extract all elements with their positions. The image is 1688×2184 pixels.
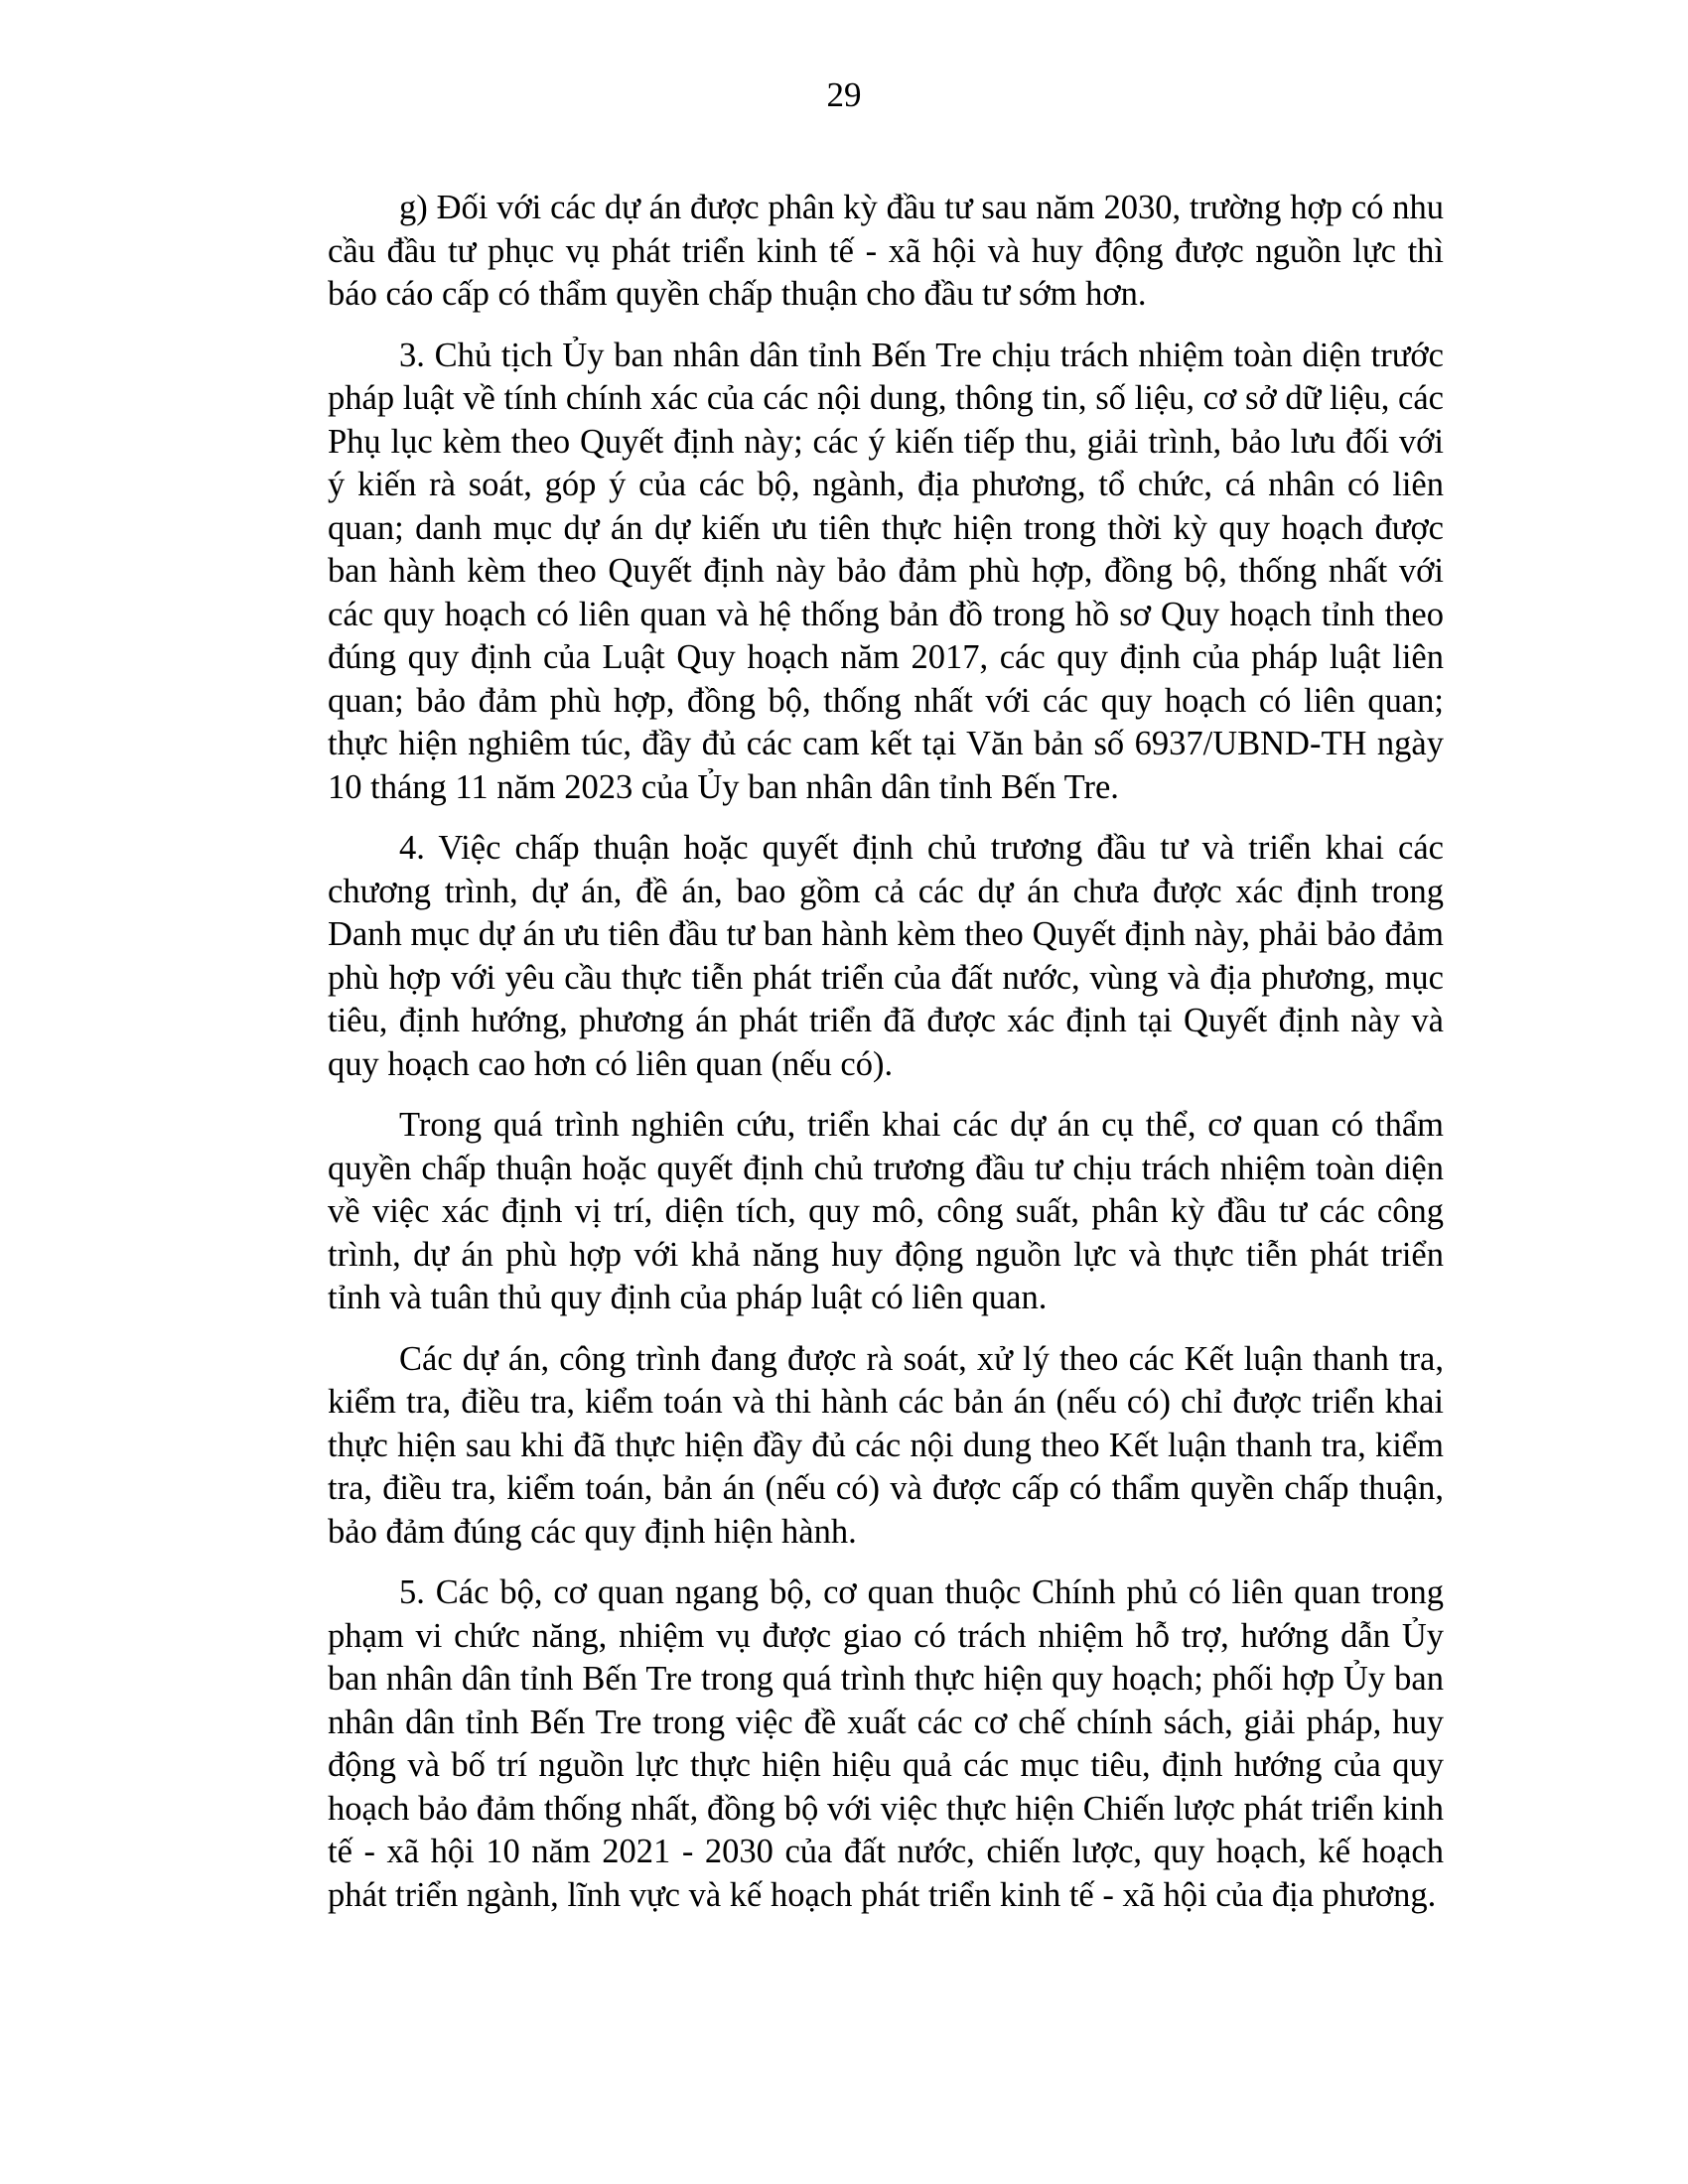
paragraph-project-research: Trong quá trình nghiên cứu, triển khai các dự án cụ thể, cơ quan có thẩm quyền chấp thuận hoặc quyết định chủ trương đầu tư chịu trách nhiệm toàn diện về việc xác định vị trí, diện tích, quy mô, công suất, phân kỳ đầu tư các công trình, dự án phù hợp với khả năng huy động nguồn lực và thực tiễn phát triển tỉnh và tuân thủ quy định của pháp luật có liên quan. <box>328 1106 1444 1316</box>
page-number: 29 <box>826 75 862 114</box>
paragraph-inspection-conclusions: Các dự án, công trình đang được rà soát, xử lý theo các Kết luận thanh tra, kiểm tra, điều tra, kiểm toán và thi hành các bản án (nếu có) chỉ được triển khai thực hiện sau khi đã thực hiện đầy đủ các nội dung theo Kết luận thanh tra, kiểm tra, điều tra, kiểm toán, bản án (nếu có) và được cấp có thẩm quyền chấp thuận, bảo đảm đúng các quy định hiện hành. <box>328 1339 1444 1551</box>
document-body <box>328 187 1444 1935</box>
paragraph-3-chairman-responsibility: 3. Chủ tịch Ủy ban nhân dân tỉnh Bến Tre chịu trách nhiệm toàn diện trước pháp luật về tính chính xác của các nội dung, thông tin, số liệu, cơ sở dữ liệu, các Phụ lục kèm theo Quyết định này; các ý kiến tiếp thu, giải trình, bảo lưu đối với ý kiến rà soát, góp ý của các bộ, ngành, địa phương, tổ chức, cá nhân có liên quan; danh mục dự án dự kiến ưu tiên thực hiện trong thời kỳ quy hoạch được ban hành kèm theo Quyết định này bảo đảm phù hợp, đồng bộ, thống nhất với các quy hoạch có liên quan và hệ thống bản đồ trong hồ sơ Quy hoạch tỉnh theo đúng quy định của Luật Quy hoạch năm 2017, các quy định của pháp luật liên quan; bảo đảm phù hợp, đồng bộ, thống nhất với các quy hoạch có liên quan; thực hiện nghiêm túc, đầy đủ các cam kết tại Văn bản số 6937/UBND-TH ngày 10 tháng 11 năm 2023 của Ủy ban nhân dân tỉnh Bến Tre. <box>328 336 1444 806</box>
paragraph-5-ministries-support: 5. Các bộ, cơ quan ngang bộ, cơ quan thuộc Chính phủ có liên quan trong phạm vi chức năng, nhiệm vụ được giao có trách nhiệm hỗ trợ, hướng dẫn Ủy ban nhân dân tỉnh Bến Tre trong quá trình thực hiện quy hoạch; phối hợp Ủy ban nhân dân tỉnh Bến Tre trong việc đề xuất các cơ chế chính sách, giải pháp, huy động và bố trí nguồn lực thực hiện hiệu quả các mục tiêu, định hướng của quy hoạch bảo đảm thống nhất, đồng bộ với việc thực hiện Chiến lược phát triển kinh tế - xã hội 10 năm 2021 - 2030 của đất nước, chiến lược, quy hoạch, kế hoạch phát triển ngành, lĩnh vực và kế hoạch phát triển kinh tế - xã hội của địa phương. <box>328 1573 1444 1914</box>
paragraph-4-investment-approval: 4. Việc chấp thuận hoặc quyết định chủ trương đầu tư và triển khai các chương trình, dự án, đề án, bao gồm cả các dự án chưa được xác định trong Danh mục dự án ưu tiên đầu tư ban hành kèm theo Quyết định này, phải bảo đảm phù hợp với yêu cầu thực tiễn phát triển của đất nước, vùng và địa phương, mục tiêu, định hướng, phương án phát triển đã được xác định tại Quyết định này và quy hoạch cao hơn có liên quan (nếu có). <box>328 829 1444 1083</box>
paragraph-g-early-investment: g) Đối với các dự án được phân kỳ đầu tư sau năm 2030, trường hợp có nhu cầu đầu tư phục vụ phát triển kinh tế - xã hội và huy động được nguồn lực thì báo cáo cấp có thẩm quyền chấp thuận cho đầu tư sớm hơn. <box>328 189 1444 313</box>
